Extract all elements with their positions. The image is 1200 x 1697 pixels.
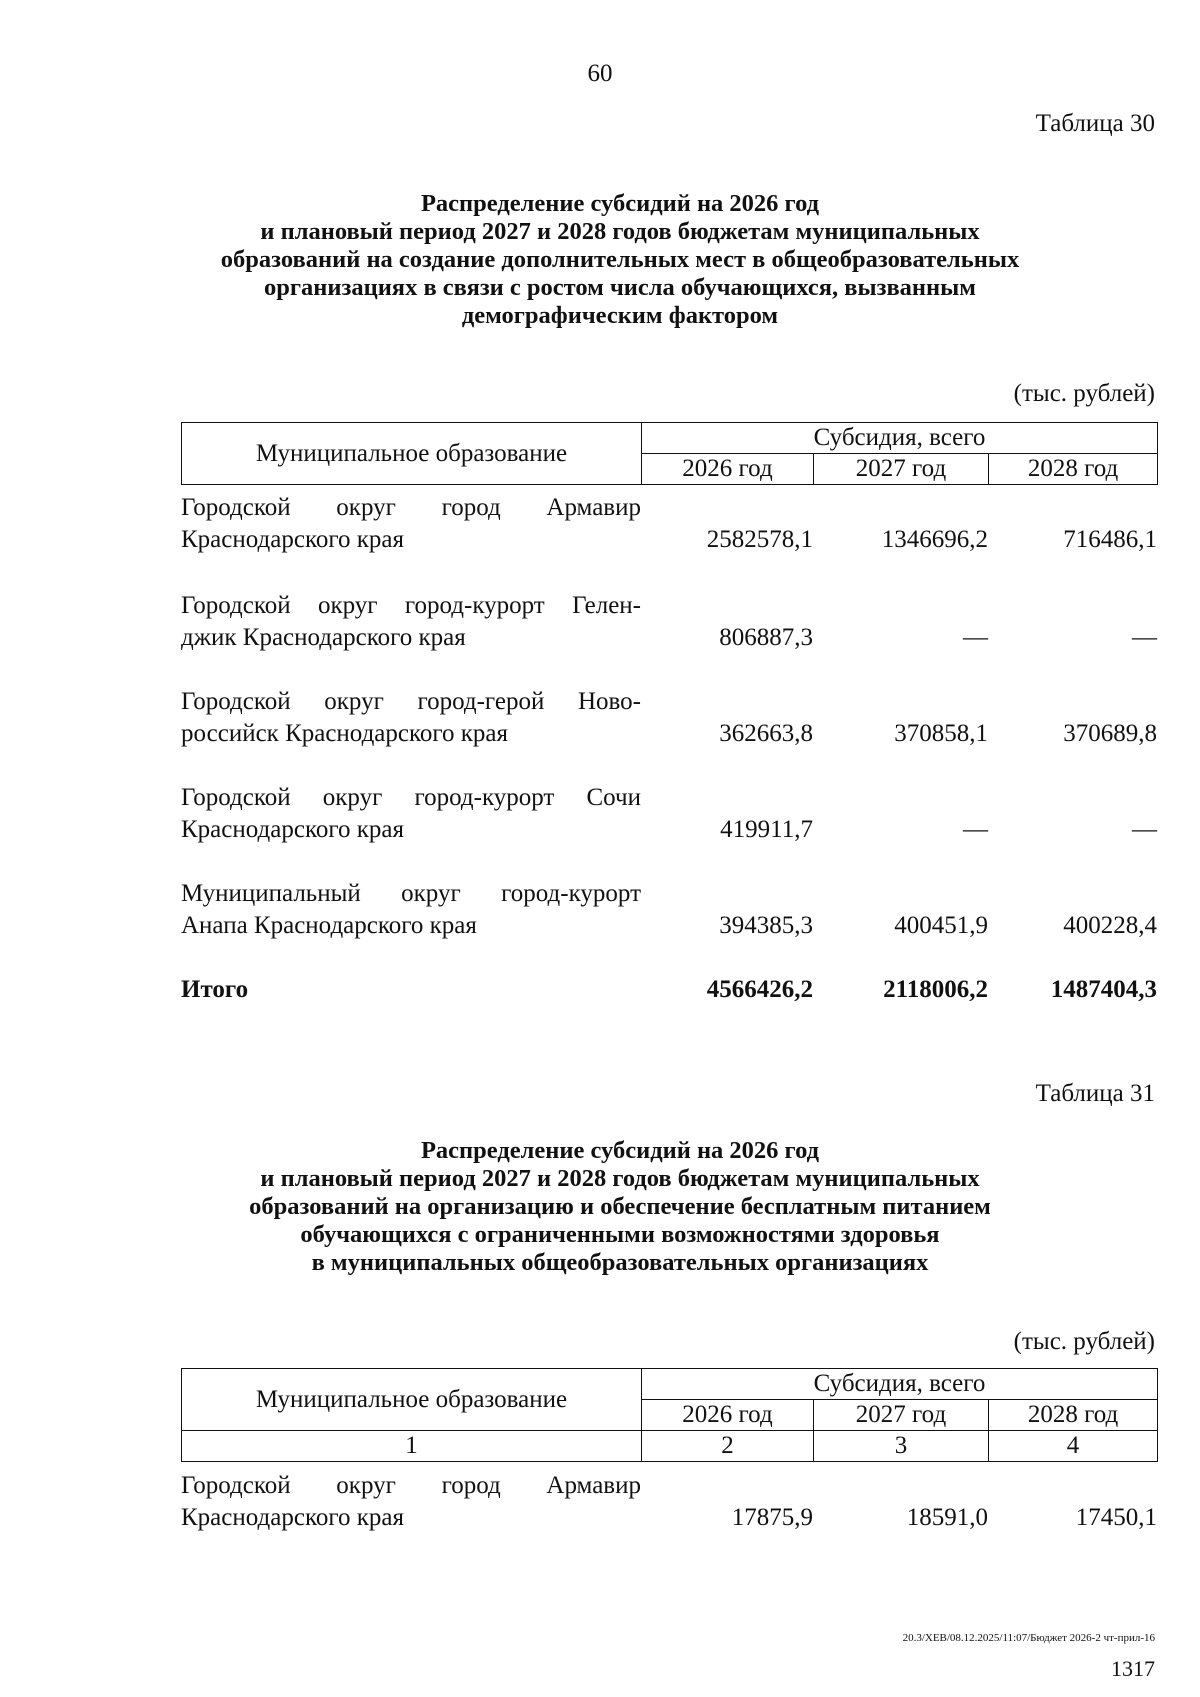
total-2026: 4566426,2 xyxy=(706,976,813,1003)
value-2028: — xyxy=(1132,816,1157,843)
column-header-2026: 2026 год xyxy=(642,454,814,485)
table-row xyxy=(181,1470,1157,1534)
table-30-title xyxy=(150,190,1090,330)
column-number-4: 4 xyxy=(989,1431,1158,1462)
column-number-1: 1 xyxy=(182,1431,642,1462)
table-30-units: (тыс. рублей) xyxy=(1013,380,1155,407)
table-row xyxy=(181,878,1157,942)
value-2027: 1346696,2 xyxy=(881,526,988,553)
column-header-2027: 2027 год xyxy=(814,1400,989,1431)
column-header-2027: 2027 год xyxy=(814,454,989,485)
value-2028: 716486,1 xyxy=(1063,526,1157,553)
column-header-2026: 2026 год xyxy=(642,1400,814,1431)
value-2027: — xyxy=(963,624,988,651)
value-2028: 17450,1 xyxy=(1075,1504,1157,1531)
column-header-2028: 2028 год xyxy=(989,1400,1158,1431)
title-line: в муниципальных общеобразовательных организациях xyxy=(311,1249,929,1276)
municipality-line: Краснодарского края xyxy=(181,1504,404,1531)
municipality-line: джик Краснодарского края xyxy=(181,624,466,651)
column-header-subsidy: Субсидия, всего xyxy=(642,1369,1158,1400)
municipality-line: Городской округ город Армавир xyxy=(181,494,641,521)
title-line: демографическим фактором xyxy=(461,302,779,329)
value-2026: 394385,3 xyxy=(719,912,813,939)
table-30-header xyxy=(181,422,1158,485)
municipality-line: российск Краснодарского края xyxy=(181,720,509,747)
value-2026: 2582578,1 xyxy=(706,526,813,553)
sheet-number: 1317 xyxy=(1111,1656,1155,1681)
page-number: 60 xyxy=(587,60,613,87)
municipality-line: Городской округ город-герой Ново- xyxy=(181,688,641,715)
value-2026: 362663,8 xyxy=(719,720,813,747)
municipality-line: Анапа Краснодарского края xyxy=(181,912,477,939)
table-row xyxy=(181,492,1157,556)
value-2026: 17875,9 xyxy=(731,1504,813,1531)
municipality-line: Городской округ город-курорт Сочи xyxy=(181,784,641,811)
document-code: 20.3/ХЕВ/08.12.2025/11:07/Бюджет 2026-2 чт-прил-16 xyxy=(902,1632,1155,1644)
title-line: обучающихся с ограниченными возможностями здоровья xyxy=(300,1221,940,1248)
table-31-label: Таблица 31 xyxy=(1035,1080,1155,1107)
title-line: образований на организацию и обеспечение бесплатным питанием xyxy=(249,1193,991,1220)
column-header-municipality: Муниципальное образование xyxy=(182,1369,642,1431)
title-line: и плановый период 2027 и 2028 годов бюджетам муниципальных xyxy=(260,1165,980,1192)
table-31-title xyxy=(150,1137,1090,1277)
value-2028: 400228,4 xyxy=(1063,912,1157,939)
value-2026: 419911,7 xyxy=(720,816,813,843)
municipality-line: Краснодарского края xyxy=(181,526,404,553)
value-2028: 370689,8 xyxy=(1063,720,1157,747)
title-line: Распределение субсидий на 2026 год xyxy=(420,190,820,217)
value-2027: 18591,0 xyxy=(906,1504,988,1531)
total-row xyxy=(181,974,1157,1006)
column-number-2: 2 xyxy=(642,1431,814,1462)
municipality-line: Краснодарского края xyxy=(181,816,404,843)
title-line: и плановый период 2027 и 2028 годов бюджетам муниципальных xyxy=(260,218,980,245)
table-31-units: (тыс. рублей) xyxy=(1013,1328,1155,1355)
municipality-line: Муниципальный округ город-курорт xyxy=(181,880,641,907)
column-number-3: 3 xyxy=(814,1431,989,1462)
municipality-line: Городской округ город Армавир xyxy=(181,1472,641,1499)
table-30-label: Таблица 30 xyxy=(1035,110,1155,137)
table-31-header xyxy=(181,1368,1158,1462)
title-line: Распределение субсидий на 2026 год xyxy=(420,1137,820,1164)
total-2027: 2118006,2 xyxy=(883,976,988,1003)
table-row xyxy=(181,686,1157,750)
value-2026: 806887,3 xyxy=(719,624,813,651)
column-header-municipality: Муниципальное образование xyxy=(182,423,642,485)
municipality-line: Городской округ город-курорт Гелен- xyxy=(181,592,641,619)
value-2027: 370858,1 xyxy=(894,720,988,747)
table-row xyxy=(181,782,1157,846)
column-header-subsidy: Субсидия, всего xyxy=(642,423,1158,454)
value-2027: 400451,9 xyxy=(894,912,988,939)
column-header-2028: 2028 год xyxy=(989,454,1158,485)
value-2027: — xyxy=(963,816,988,843)
total-2028: 1487404,3 xyxy=(1050,976,1157,1003)
total-label: Итого xyxy=(181,976,249,1003)
value-2028: — xyxy=(1132,624,1157,651)
table-row xyxy=(181,590,1157,654)
title-line: организациях в связи с ростом числа обучающихся, вызванным xyxy=(264,274,976,301)
title-line: образований на создание дополнительных мест в общеобразовательных xyxy=(220,246,1020,273)
